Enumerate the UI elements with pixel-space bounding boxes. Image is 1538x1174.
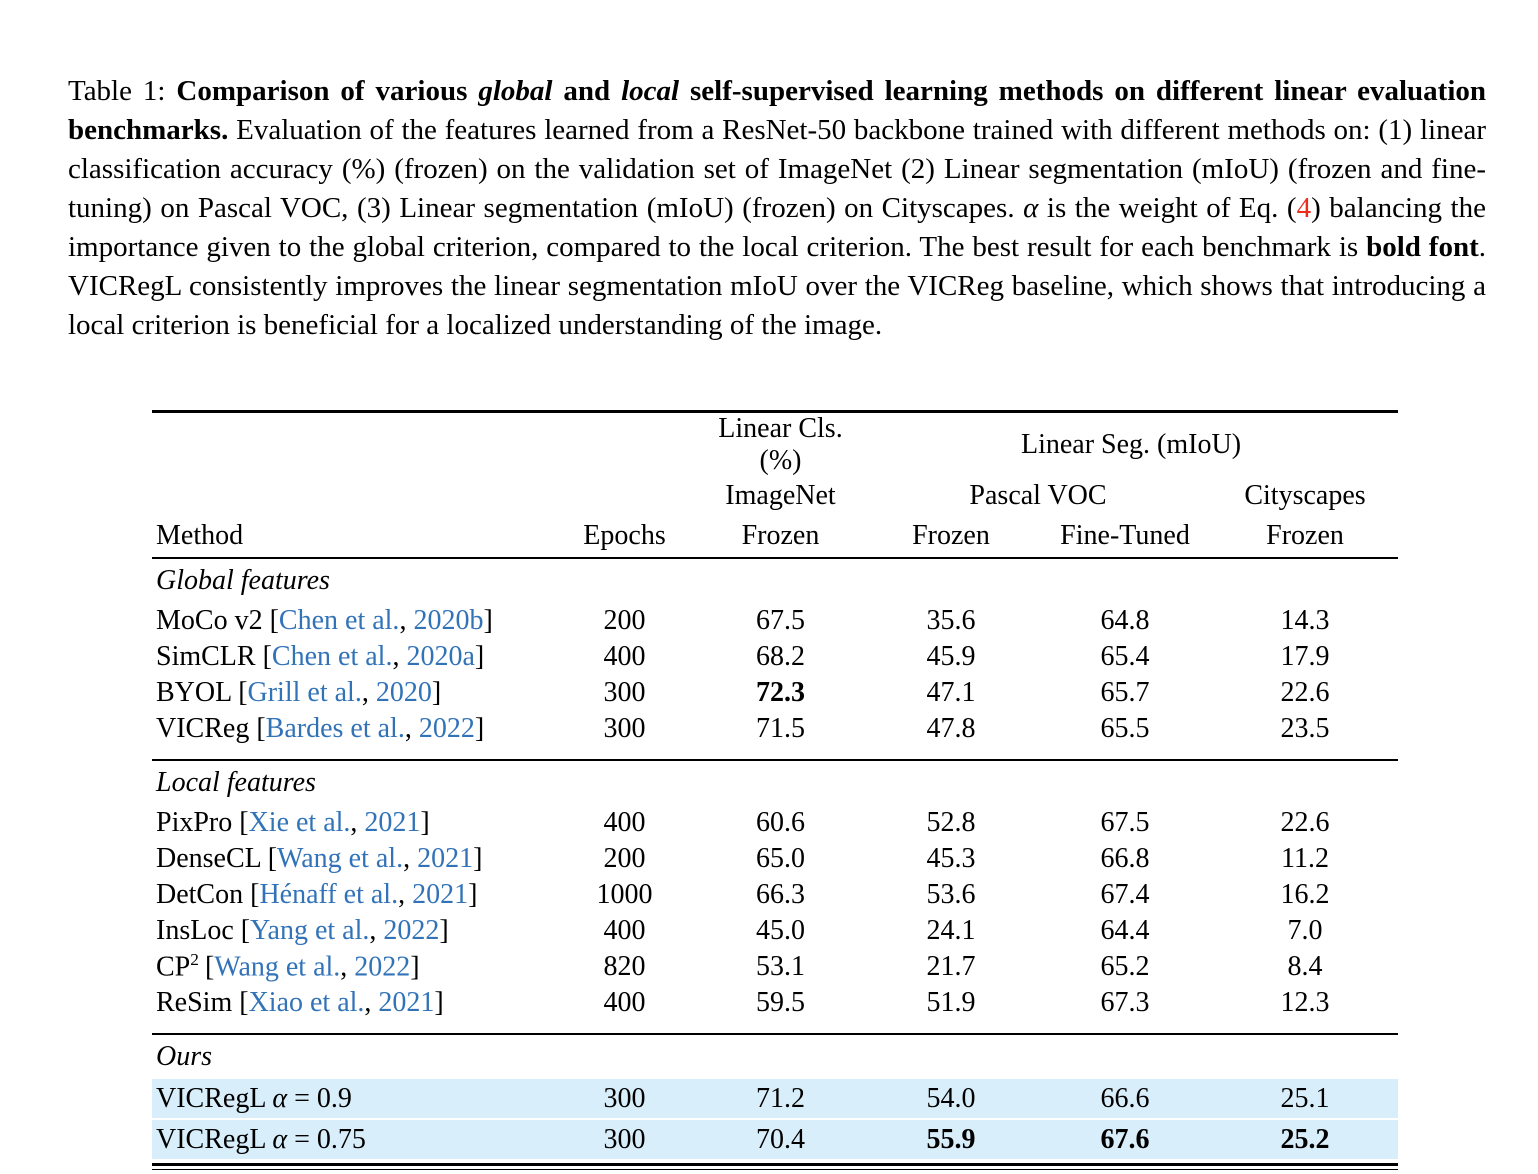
section-local-features bbox=[152, 760, 1398, 1034]
cell-cityscapes-frozen: 7.0 bbox=[1287, 915, 1323, 946]
cell-voc-finetuned: 64.4 bbox=[1100, 915, 1150, 946]
table-row-vicreg bbox=[152, 711, 1398, 760]
cell-cityscapes-frozen: 17.9 bbox=[1280, 641, 1330, 672]
cell-method: BYOL [Grill et al., 2020] bbox=[156, 677, 442, 708]
citation-year-link[interactable]: 2022 bbox=[418, 713, 475, 744]
cell-voc-finetuned: 65.2 bbox=[1100, 951, 1150, 982]
method-name: VICReg bbox=[156, 713, 257, 744]
table-caption: Table 1: Comparison of various global and local self-supervised learning methods on different linear evaluation benchmarks. Evaluation of the features learned from a ResNet-50 backbone trained with different methods on: (1) linear classification accuracy (%) (frozen) on the validation set of ImageNet (2) Linear segmentation (mIoU) (frozen and fine-tuning) on Pascal VOC, (3) Linear segmentation (mIoU) (frozen) on Cityscapes. α is the weight of Eq. (4) balancing the importance given to the global criterion, compared to the local criterion. The best result for each benchmark is bold font. VICRegL consistently improves the linear segmentation mIoU over the VICReg baseline, which shows that introducing a local criterion is beneficial for a localized understanding of the image. bbox=[68, 75, 1486, 341]
cell-imagenet-frozen: 65.0 bbox=[756, 843, 805, 874]
method-name: InsLoc bbox=[156, 915, 241, 946]
cell-voc-frozen: 21.7 bbox=[926, 951, 976, 982]
cell-imagenet-frozen: 45.0 bbox=[756, 915, 805, 946]
citation-year-link[interactable]: 2021 bbox=[364, 807, 421, 838]
cell-voc-frozen: 35.6 bbox=[926, 605, 976, 636]
header-method: Method bbox=[156, 519, 244, 551]
cell-imagenet-frozen: 53.1 bbox=[756, 951, 805, 982]
citation-authors-link[interactable]: Hénaff et al. bbox=[259, 879, 399, 910]
method-name: SimCLR bbox=[156, 641, 263, 672]
cell-method: DenseCL [Wang et al., 2021] bbox=[156, 843, 483, 874]
method-name: MoCo v2 bbox=[156, 605, 270, 636]
cell-voc-frozen: 53.6 bbox=[926, 879, 976, 910]
citation-authors-link[interactable]: Wang et al. bbox=[277, 843, 404, 874]
citation-year-link[interactable]: 2022 bbox=[383, 915, 440, 946]
cell-cityscapes-frozen: 22.6 bbox=[1280, 677, 1330, 708]
cell-imagenet-frozen: 72.3 bbox=[756, 677, 805, 708]
cell-method: VICRegL α = 0.75 bbox=[152, 1119, 552, 1159]
cell-cityscapes-frozen: 16.2 bbox=[1280, 879, 1330, 910]
header-linear-cls: Linear Cls. (%) bbox=[718, 413, 843, 476]
method-name: PixPro bbox=[156, 807, 240, 838]
caption-body: Evaluation of the features learned from a ResNet-50 backbone trained with different methods on: (1) linear classification accuracy (%) (frozen) on the validation set of ImageNet (2) Linear segmentation (mIoU) (frozen and fine-tuning) on Pascal VOC, (3) Linear segmentation (mIoU) (frozen) on Cityscapes. bbox=[68, 114, 1486, 224]
table-row-cp2 bbox=[152, 949, 1398, 985]
cell-voc-finetuned: 66.6 bbox=[1038, 1079, 1212, 1119]
header-epochs: Epochs bbox=[583, 519, 666, 551]
cell-imagenet-frozen: 59.5 bbox=[756, 987, 805, 1018]
cell-epochs: 300 bbox=[552, 1079, 697, 1119]
header-linear-seg: Linear Seg. (mIoU) bbox=[1020, 429, 1242, 460]
table-header bbox=[152, 412, 1398, 559]
cell-method: $CP^2$ [Wang et al., 2022] bbox=[156, 950, 420, 983]
cell-method: MoCo v2 [Chen et al., 2020b] bbox=[156, 605, 493, 636]
cell-imagenet-frozen: 68.2 bbox=[756, 641, 805, 672]
cell-voc-frozen: 47.1 bbox=[926, 677, 976, 708]
cell-voc-frozen: 45.3 bbox=[926, 843, 976, 874]
table-row-byol bbox=[152, 675, 1398, 711]
alpha-symbol: α bbox=[272, 1123, 288, 1155]
citation-year-link[interactable]: 2021 bbox=[412, 879, 469, 910]
cell-method: InsLoc [Yang et al., 2022] bbox=[156, 915, 449, 946]
citation-authors-link[interactable]: Xiao et al. bbox=[248, 987, 365, 1018]
citation-year-link[interactable]: 2021 bbox=[417, 843, 474, 874]
method-name: ReSim bbox=[156, 987, 240, 1018]
header-frozen-voc: Frozen bbox=[912, 519, 990, 551]
cell-imagenet-frozen: 71.5 bbox=[756, 713, 805, 744]
section-global-features bbox=[152, 558, 1398, 760]
cell-method: ReSim [Xiao et al., 2021] bbox=[156, 987, 444, 1018]
citation-year-link[interactable]: 2020a bbox=[406, 641, 475, 672]
cell-cityscapes-frozen: 14.3 bbox=[1280, 605, 1330, 636]
cell-epochs: 400 bbox=[603, 987, 646, 1018]
header-frozen-imagenet: Frozen bbox=[741, 519, 820, 551]
cell-epochs: 200 bbox=[603, 605, 646, 636]
cell-imagenet-frozen: 66.3 bbox=[756, 879, 805, 910]
header-pascal-voc: Pascal VOC bbox=[969, 479, 1107, 511]
cell-voc-frozen: 24.1 bbox=[926, 915, 976, 946]
cell-imagenet-frozen: 67.5 bbox=[756, 605, 805, 636]
cell-imagenet-frozen: 60.6 bbox=[756, 807, 805, 838]
cell-voc-frozen: 47.8 bbox=[926, 713, 976, 744]
citation-year-link[interactable]: 2020b bbox=[413, 605, 484, 636]
cell-cityscapes-frozen: 11.2 bbox=[1281, 843, 1329, 874]
method-name: BYOL bbox=[156, 677, 239, 708]
citation-year-link[interactable]: 2021 bbox=[378, 987, 435, 1018]
header-cityscapes: Cityscapes bbox=[1244, 479, 1366, 511]
section-label: Local features bbox=[156, 767, 316, 798]
cell-method: PixPro [Xie et al., 2021] bbox=[156, 807, 430, 838]
citation-authors-link[interactable]: Bardes et al. bbox=[265, 713, 405, 744]
cell-cityscapes-frozen: 22.6 bbox=[1280, 807, 1330, 838]
citation-authors-link[interactable]: Wang et al. bbox=[214, 951, 341, 983]
alpha-symbol: α bbox=[1023, 192, 1039, 224]
cell-epochs: 400 bbox=[603, 915, 646, 946]
table-row-moco-v2 bbox=[152, 603, 1398, 639]
method-name: CP bbox=[156, 951, 191, 983]
cell-voc-finetuned: 65.4 bbox=[1100, 641, 1150, 672]
cell-epochs: 400 bbox=[603, 807, 646, 838]
cell-voc-frozen: 52.8 bbox=[926, 807, 976, 838]
section-label: Global features bbox=[156, 565, 330, 596]
citation-year-link[interactable]: 2020 bbox=[375, 677, 432, 708]
cell-epochs: 820 bbox=[603, 951, 646, 982]
table-row-vicregl-075 bbox=[152, 1119, 1398, 1159]
cell-epochs: 1000 bbox=[596, 879, 653, 910]
superscript: 2 bbox=[190, 950, 199, 970]
cell-epochs: 300 bbox=[603, 713, 646, 744]
cell-voc-finetuned: 65.5 bbox=[1100, 713, 1150, 744]
header-imagenet: ImageNet bbox=[725, 479, 836, 511]
cell-method: VICReg [Bardes et al., 2022] bbox=[156, 713, 485, 744]
cell-cityscapes-frozen: 12.3 bbox=[1280, 987, 1330, 1018]
cell-method: SimCLR [Chen et al., 2020a] bbox=[156, 641, 485, 672]
cell-voc-finetuned: 67.5 bbox=[1100, 807, 1150, 838]
cell-voc-frozen: 54.0 bbox=[864, 1079, 1038, 1119]
cell-epochs: 300 bbox=[603, 677, 646, 708]
cell-voc-frozen: 55.9 bbox=[864, 1119, 1038, 1159]
table-row-resim bbox=[152, 985, 1398, 1034]
cell-method: VICRegL α = 0.9 bbox=[152, 1079, 552, 1119]
cell-epochs: 200 bbox=[603, 843, 646, 874]
table-bottom-rule bbox=[152, 1163, 1398, 1170]
cell-voc-finetuned: 67.4 bbox=[1100, 879, 1150, 910]
table-row-vicregl-09 bbox=[152, 1079, 1398, 1119]
cell-voc-finetuned: 65.7 bbox=[1100, 677, 1150, 708]
cell-cityscapes-frozen: 8.4 bbox=[1287, 951, 1323, 982]
table-row-insloc bbox=[152, 913, 1398, 949]
caption-table-number: Table 1: bbox=[68, 75, 177, 107]
method-name: VICRegL bbox=[156, 1123, 273, 1155]
cell-voc-frozen: 51.9 bbox=[926, 987, 976, 1018]
citation-year-link[interactable]: 2022 bbox=[354, 951, 411, 983]
table-row-simclr bbox=[152, 639, 1398, 675]
results-table bbox=[152, 410, 1398, 1170]
table-row-detcon bbox=[152, 877, 1398, 913]
citation-authors-link[interactable]: Yang et al. bbox=[250, 915, 370, 946]
method-name: VICRegL bbox=[156, 1082, 273, 1114]
cell-imagenet-frozen: 70.4 bbox=[697, 1119, 864, 1159]
header-finetuned-voc: Fine-Tuned bbox=[1060, 519, 1190, 551]
caption-title: Comparison of various bbox=[176, 75, 479, 107]
cell-epochs: 400 bbox=[603, 641, 646, 672]
cell-voc-finetuned: 66.8 bbox=[1100, 843, 1150, 874]
method-name: DenseCL bbox=[156, 843, 268, 874]
cell-cityscapes-frozen: 23.5 bbox=[1280, 713, 1330, 744]
cell-epochs: 300 bbox=[552, 1119, 697, 1159]
cell-voc-finetuned: 64.8 bbox=[1100, 605, 1150, 636]
equation-ref-link[interactable]: 4 bbox=[1296, 192, 1312, 224]
section-ours bbox=[152, 1034, 1398, 1159]
citation-authors-link[interactable]: Chen et al. bbox=[271, 641, 393, 672]
citation-authors-link[interactable]: Grill et al. bbox=[247, 677, 362, 708]
cell-cityscapes-frozen: 25.2 bbox=[1212, 1119, 1398, 1159]
citation-authors-link[interactable]: Xie et al. bbox=[248, 807, 351, 838]
cell-voc-frozen: 45.9 bbox=[926, 641, 976, 672]
table-row-pixpro bbox=[152, 805, 1398, 841]
cell-cityscapes-frozen: 25.1 bbox=[1212, 1079, 1398, 1119]
table-row-densecl bbox=[152, 841, 1398, 877]
citation-authors-link[interactable]: Chen et al. bbox=[278, 605, 400, 636]
header-frozen-city: Frozen bbox=[1266, 519, 1344, 551]
cell-voc-finetuned: 67.3 bbox=[1100, 987, 1150, 1018]
section-label: Ours bbox=[156, 1041, 213, 1072]
cell-imagenet-frozen: 71.2 bbox=[697, 1079, 864, 1119]
method-name: DetCon bbox=[156, 879, 251, 910]
cell-method: DetCon [Hénaff et al., 2021] bbox=[156, 879, 478, 910]
cell-voc-finetuned: 67.6 bbox=[1038, 1119, 1212, 1159]
alpha-symbol: α bbox=[272, 1082, 288, 1114]
